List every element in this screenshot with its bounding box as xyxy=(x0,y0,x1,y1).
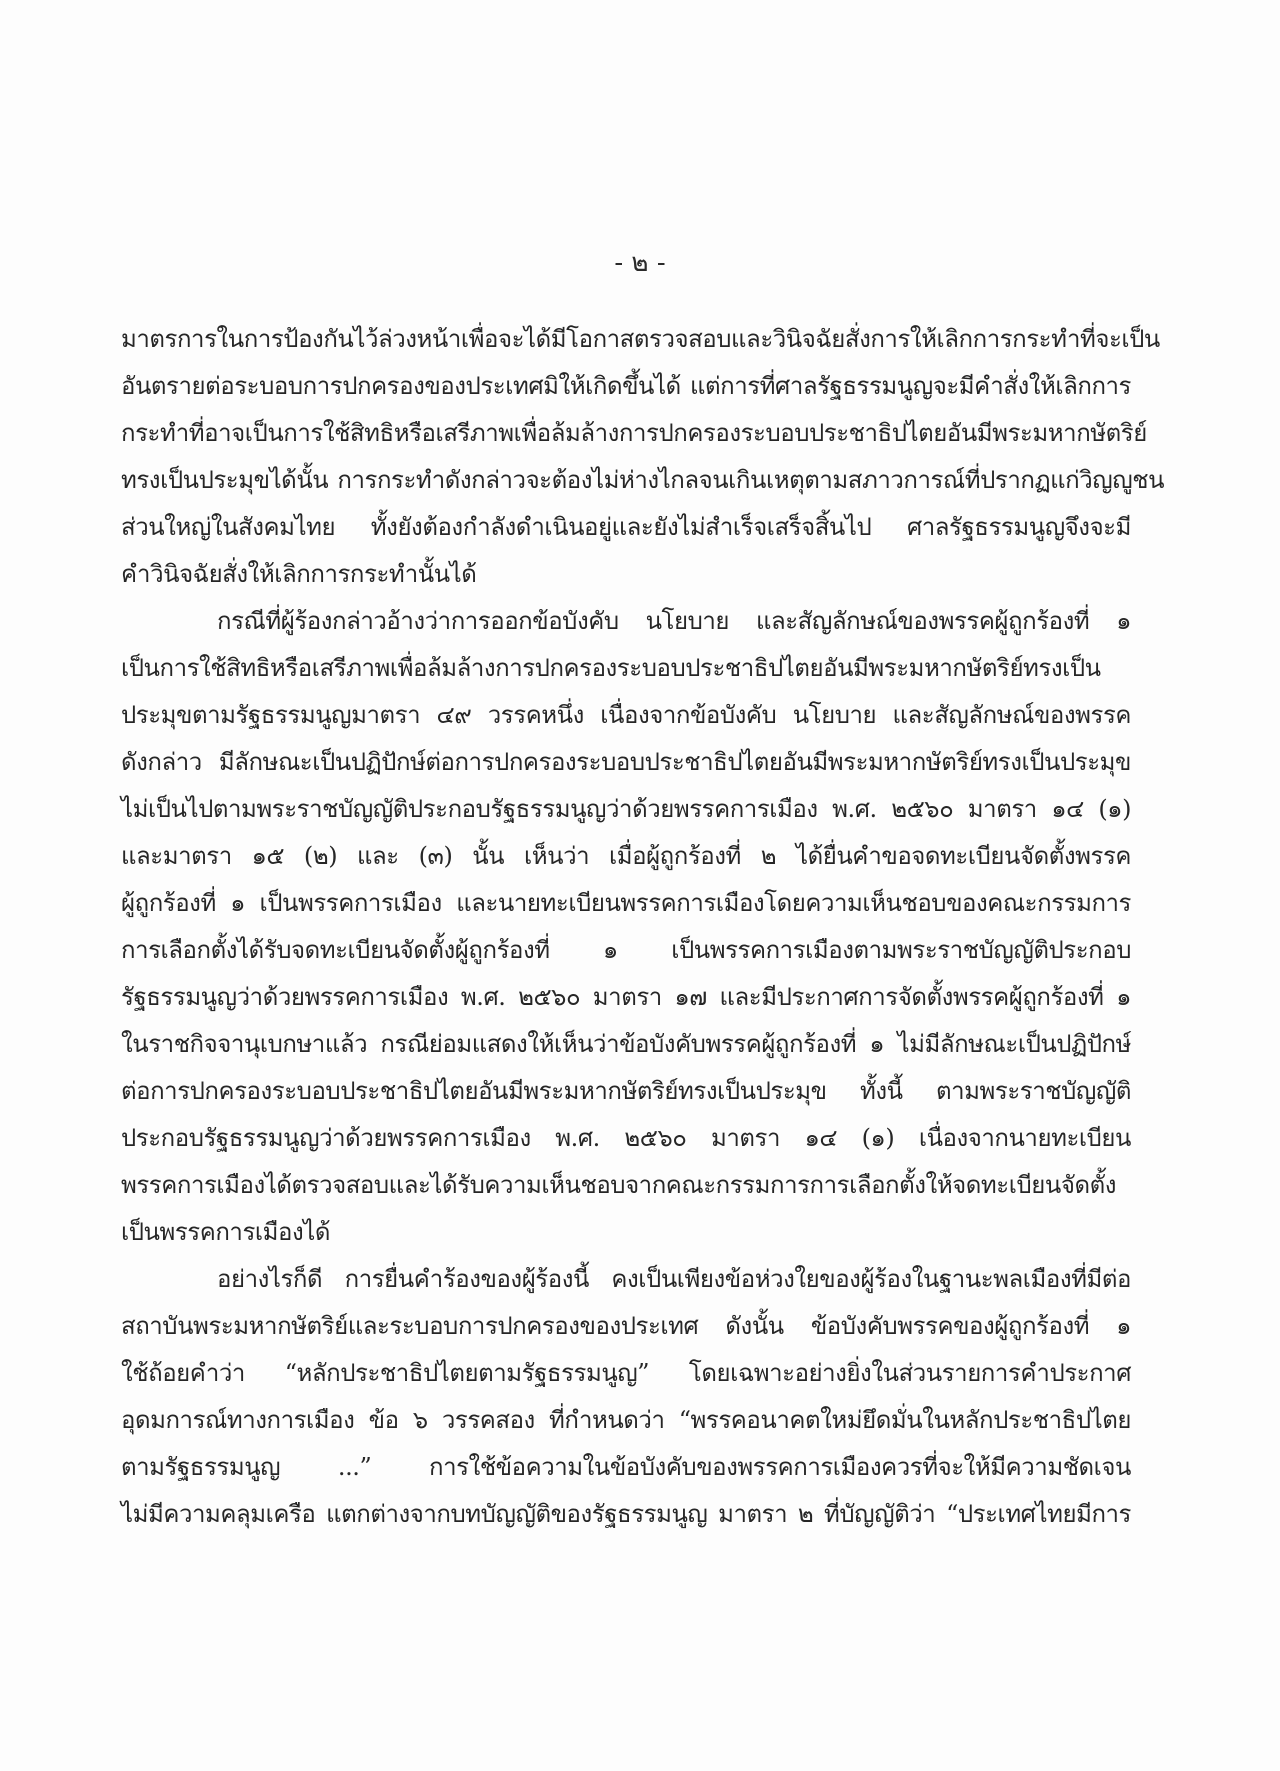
text-line: เป็นการใช้สิทธิหรือเสรีภาพเพื่อล้มล้างการปกครองระบอบประชาธิปไตยอันมีพระมหากษัตริย์ทรงเป็น xyxy=(121,654,1101,682)
text-line: มาตรการในการป้องกันไว้ล่วงหน้าเพื่อจะได้มีโอกาสตรวจสอบและวินิจฉัยสั่งการให้เลิกการกระทำที่จะเป็น xyxy=(121,325,1160,353)
text-line: คำวินิจฉัยสั่งให้เลิกการกระทำนั้นได้ xyxy=(121,560,477,588)
text-line: ส่วนใหญ่ในสังคมไทย ทั้งยังต้องกำลังดำเนินอยู่และยังไม่สำเร็จเสร็จสิ้นไป ศาลรัฐธรรมนูญจึงจะมี xyxy=(121,513,1131,541)
text-line: อันตรายต่อระบอบการปกครองของประเทศมิให้เกิดขึ้นได้ แต่การที่ศาลรัฐธรรมนูญจะมีคำสั่งให้เลิกการ xyxy=(121,372,1131,400)
text-line: อย่างไรก็ดี การยื่นคำร้องของผู้ร้องนี้ คงเป็นเพียงข้อห่วงใยของผู้ร้องในฐานะพลเมืองที่มีต่อ xyxy=(217,1265,1131,1293)
paragraph-2 xyxy=(121,598,1131,1256)
text-line: พรรคการเมืองได้ตรวจสอบและได้รับความเห็นชอบจากคณะกรรมการการเลือกตั้งให้จดทะเบียนจัดตั้ง xyxy=(121,1171,1117,1199)
paragraph-1 xyxy=(121,316,1165,598)
text-line: ประมุขตามรัฐธรรมนูญมาตรา ๔๙ วรรคหนึ่ง เนื่องจากข้อบังคับ นโยบาย และสัญลักษณ์ของพรรค xyxy=(121,701,1131,729)
text-line: ประกอบรัฐธรรมนูญว่าด้วยพรรคการเมือง พ.ศ. ๒๕๖๐ มาตรา ๑๔ (๑) เนื่องจากนายทะเบียน xyxy=(121,1124,1131,1152)
text-line: ผู้ถูกร้องที่ ๑ เป็นพรรคการเมือง และนายทะเบียนพรรคการเมืองโดยความเห็นชอบของคณะกรรมการ xyxy=(121,889,1131,917)
text-line: ตามรัฐธรรมนูญ ...” การใช้ข้อความในข้อบังคับของพรรคการเมืองควรที่จะให้มีความชัดเจน xyxy=(121,1453,1131,1481)
document-body xyxy=(121,316,1165,1538)
text-line: ใช้ถ้อยคำว่า “หลักประชาธิปไตยตามรัฐธรรมนูญ” โดยเฉพาะอย่างยิ่งในส่วนรายการคำประกาศ xyxy=(121,1359,1131,1387)
text-line: ไม่เป็นไปตามพระราชบัญญัติประกอบรัฐธรรมนูญว่าด้วยพรรคการเมือง พ.ศ. ๒๕๖๐ มาตรา ๑๔ (๑) xyxy=(121,795,1131,823)
text-line: ในราชกิจจานุเบกษาแล้ว กรณีย่อมแสดงให้เห็นว่าข้อบังคับพรรคผู้ถูกร้องที่ ๑ ไม่มีลักษณะเป็นปฏิปักษ์ xyxy=(121,1030,1131,1058)
text-line: เป็นพรรคการเมืองได้ xyxy=(121,1218,331,1246)
text-line: กรณีที่ผู้ร้องกล่าวอ้างว่าการออกข้อบังคับ นโยบาย และสัญลักษณ์ของพรรคผู้ถูกร้องที่ ๑ xyxy=(217,607,1131,635)
text-line: และมาตรา ๑๕ (๒) และ (๓) นั้น เห็นว่า เมื่อผู้ถูกร้องที่ ๒ ได้ยื่นคำขอจดทะเบียนจัดตั้งพรรค xyxy=(121,842,1131,870)
text-line: ต่อการปกครองระบอบประชาธิปไตยอันมีพระมหากษัตริย์ทรงเป็นประมุข ทั้งนี้ ตามพระราชบัญญัติ xyxy=(121,1077,1131,1105)
paragraph-3 xyxy=(121,1256,1131,1538)
text-line: กระทำที่อาจเป็นการใช้สิทธิหรือเสรีภาพเพื่อล้มล้างการปกครองระบอบประชาธิปไตยอันมีพระมหากษัตริย์ xyxy=(121,419,1147,447)
text-line: ไม่มีความคลุมเครือ แตกต่างจากบทบัญญัติของรัฐธรรมนูญ มาตรา ๒ ที่บัญญัติว่า “ประเทศไทยมีการ xyxy=(121,1500,1131,1528)
text-line: ดังกล่าว มีลักษณะเป็นปฏิปักษ์ต่อการปกครองระบอบประชาธิปไตยอันมีพระมหากษัตริย์ทรงเป็นประมุข xyxy=(121,748,1131,776)
text-line: สถาบันพระมหากษัตริย์และระบอบการปกครองของประเทศ ดังนั้น ข้อบังคับพรรคของผู้ถูกร้องที่ ๑ xyxy=(121,1312,1131,1340)
text-line: การเลือกตั้งได้รับจดทะเบียนจัดตั้งผู้ถูกร้องที่ ๑ เป็นพรรคการเมืองตามพระราชบัญญัติประกอบ xyxy=(121,936,1131,964)
text-line: รัฐธรรมนูญว่าด้วยพรรคการเมือง พ.ศ. ๒๕๖๐ มาตรา ๑๗ และมีประกาศการจัดตั้งพรรคผู้ถูกร้องที่ ๑ xyxy=(121,983,1131,1011)
page-number: - ๒ - xyxy=(614,248,666,278)
text-line: อุดมการณ์ทางการเมือง ข้อ ๖ วรรคสอง ที่กำหนดว่า “พรรคอนาคตใหม่ยึดมั่นในหลักประชาธิปไตย xyxy=(121,1406,1131,1434)
text-line: ทรงเป็นประมุขได้นั้น การกระทำดังกล่าวจะต้องไม่ห่างไกลจนเกินเหตุตามสภาวการณ์ที่ปรากฏแก่วิญญูชน xyxy=(121,466,1165,494)
